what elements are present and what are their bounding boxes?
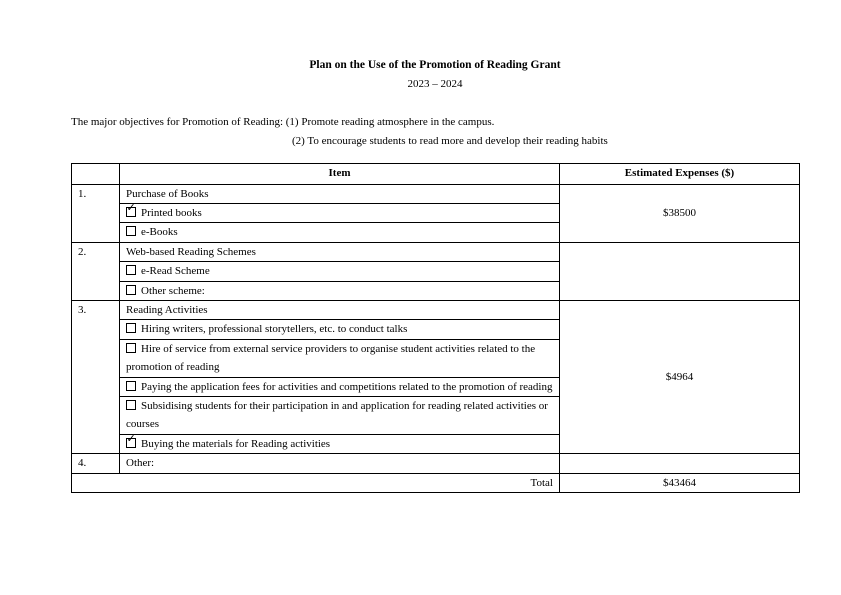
document-content	[71, 59, 799, 493]
section-title-cell: Other:	[120, 454, 560, 473]
checkbox-icon[interactable]	[126, 438, 136, 448]
checkbox-icon[interactable]	[126, 323, 136, 333]
item-text: Hire of service from external service providers to organise student activities related to the promotion of reading	[126, 342, 536, 374]
page-subtitle: 2023 – 2024	[407, 78, 463, 90]
item-text: Hiring writers, professional storytellers, etc. to conduct talks	[141, 323, 408, 336]
item-text: Other scheme:	[141, 284, 205, 297]
total-row	[72, 473, 800, 492]
checkbox-icon[interactable]	[126, 226, 136, 236]
table-row	[72, 242, 800, 261]
checkbox-icon[interactable]	[126, 400, 136, 410]
item-cell	[120, 223, 560, 242]
table-row	[72, 300, 800, 319]
item-cell	[120, 203, 560, 222]
expense-value-cell: $38500	[560, 184, 800, 242]
header-cell-expenses: Estimated Expenses ($)	[560, 164, 800, 185]
item-text: Buying the materials for Reading activities	[141, 437, 331, 450]
total-value: $43464	[560, 473, 800, 492]
table-header-row	[72, 164, 800, 185]
section-number-cell: 1.	[72, 184, 120, 242]
section-number-cell: 4.	[72, 454, 120, 473]
checkbox-icon[interactable]	[126, 207, 136, 217]
table-row	[72, 454, 800, 473]
section-title-cell: Purchase of Books	[120, 184, 560, 203]
table-row	[72, 184, 800, 203]
total-label: Total	[72, 473, 560, 492]
checkbox-icon[interactable]	[126, 343, 136, 353]
checkbox-icon[interactable]	[126, 381, 136, 391]
item-text: e-Books	[141, 226, 178, 239]
expense-value-cell	[560, 454, 800, 473]
expense-value-cell: $4964	[560, 300, 800, 453]
page-title: Plan on the Use of the Promotion of Reading Grant	[309, 59, 561, 71]
item-text: Printed books	[141, 206, 202, 219]
item-cell	[120, 377, 560, 396]
objectives-line-2: (2) To encourage students to read more and develop their reading habits	[292, 135, 608, 147]
item-cell	[120, 434, 560, 453]
objectives-line-1: The major objectives for Promotion of Reading: (1) Promote reading atmosphere in the campus.	[71, 116, 495, 128]
checkbox-icon[interactable]	[126, 265, 136, 275]
expense-value-cell	[560, 242, 800, 300]
grant-plan-table	[71, 163, 800, 493]
item-text: Paying the application fees for activities and competitions related to the promotion of reading	[141, 380, 553, 393]
header-cell-number	[72, 164, 120, 185]
item-cell	[120, 396, 560, 434]
item-text: e-Read Scheme	[141, 265, 210, 278]
section-title-cell: Reading Activities	[120, 300, 560, 319]
item-cell	[120, 281, 560, 300]
section-title-cell: Web-based Reading Schemes	[120, 242, 560, 261]
item-cell	[120, 320, 560, 339]
item-cell	[120, 339, 560, 377]
section-number-cell: 3.	[72, 300, 120, 453]
item-cell	[120, 262, 560, 281]
header-cell-item: Item	[120, 164, 560, 185]
objectives-block	[71, 113, 799, 151]
item-text: Subsidising students for their participation in and application for reading related activities or courses	[126, 399, 548, 431]
checkbox-icon[interactable]	[126, 285, 136, 295]
section-number-cell: 2.	[72, 242, 120, 300]
